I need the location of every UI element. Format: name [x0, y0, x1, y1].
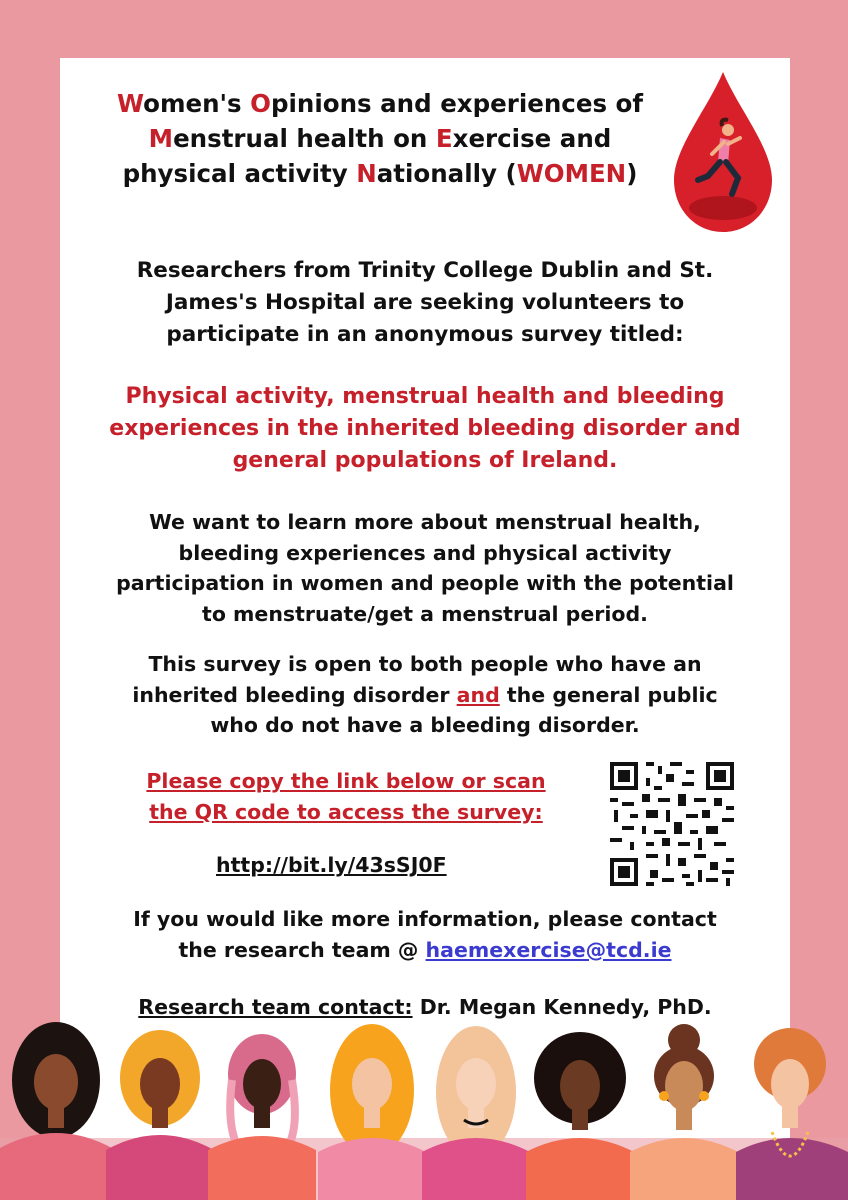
woman-figure	[630, 1024, 738, 1200]
woman-figure	[736, 1028, 848, 1200]
email-link[interactable]: haemexercise@tcd.ie	[425, 937, 672, 962]
copy-link-instruction: Please copy the link below or scan the QR code to access the survey:	[146, 769, 546, 824]
title-line-1: Women's Opinions and experiences of	[116, 89, 644, 118]
survey-link[interactable]: http://bit.ly/43sSJ0F	[216, 853, 447, 877]
and-emphasis: and	[456, 682, 500, 707]
blood-drop-runner-icon	[668, 68, 778, 238]
women-illustration	[0, 1020, 848, 1200]
woman-figure	[0, 1022, 112, 1200]
intro-paragraph: Researchers from Trinity College Dublin and St. James's Hospital are seeking volunteers to participate in an anonymous survey titled:	[136, 258, 714, 347]
survey-title: Physical activity, menstrual health and bleeding experiences in the inherited bleeding disorder and general populations of Ireland.	[109, 384, 741, 473]
poster-title	[80, 86, 680, 191]
woman-figure	[208, 1034, 316, 1200]
research-team-contact	[74, 992, 776, 1023]
title-line-2: Menstrual health on Exercise and	[148, 124, 612, 153]
learn-paragraph: We want to learn more about menstrual health, bleeding experiences and physical activity participation in women and people with the potential to menstruate/get a menstrual period.	[116, 510, 734, 626]
woman-figure	[526, 1032, 634, 1200]
woman-figure	[422, 1026, 530, 1200]
woman-figure	[318, 1024, 426, 1200]
woman-figure	[106, 1030, 214, 1200]
contact-label: Research team contact:	[138, 995, 413, 1019]
title-line-3: physical activity Nationally (WOMEN)	[122, 159, 638, 188]
contact-name: Dr. Megan Kennedy, PhD.	[412, 995, 712, 1019]
qr-code[interactable]	[606, 758, 738, 890]
contact-info-paragraph: If you would like more information, please contact the research team @ haemexercise@tcd.ie	[133, 907, 717, 962]
eligibility-paragraph: This survey is open to both people who have an inherited bleeding disorder and the general public who do not have a bleeding disorder.	[132, 652, 718, 737]
